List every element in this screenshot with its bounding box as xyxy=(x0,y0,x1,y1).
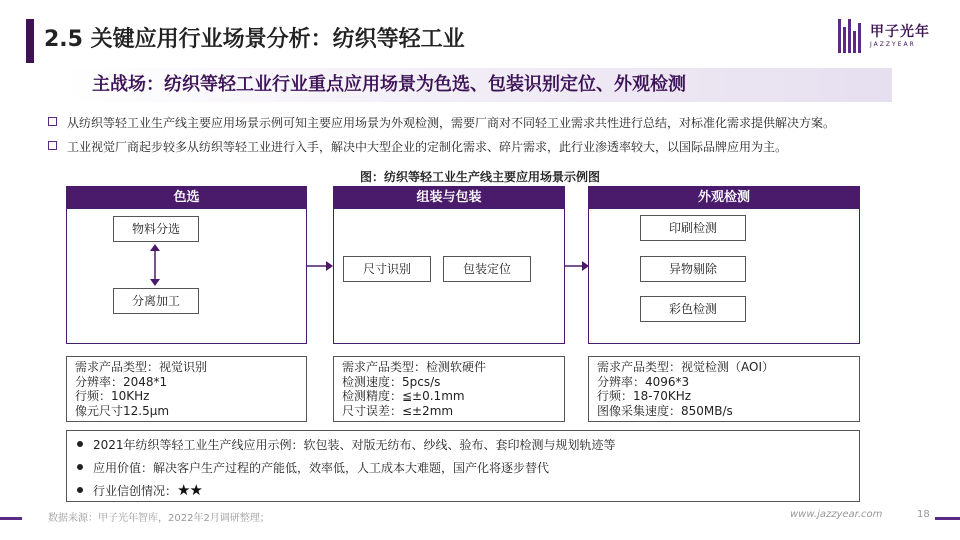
info-line: 需求产品类型：视觉识别 xyxy=(75,360,208,374)
footer-accent-left xyxy=(0,517,22,520)
title-accent-bar xyxy=(26,19,34,63)
summary-item xyxy=(77,482,202,499)
info-line: 尺寸误差：≤±2mm xyxy=(342,403,454,418)
panel-title: 组装与包装 xyxy=(334,187,564,209)
info-line: 需求产品类型：视觉检测（AOI） xyxy=(597,360,774,374)
summary-box xyxy=(66,430,860,502)
page-title: 2.5 关键应用行业场景分析：纺织等轻工业 xyxy=(44,27,465,52)
requirement-info-box xyxy=(66,356,307,422)
panel-color-sorting xyxy=(66,186,307,344)
info-line: 行频：18-70KHz xyxy=(597,389,692,403)
bullet-dot-icon xyxy=(77,441,83,447)
bullet-point xyxy=(48,139,787,155)
info-line: 图像采集速度：850MB/s xyxy=(597,403,733,418)
logo-subtext: JAZZYEAR xyxy=(870,41,916,48)
double-arrow-icon xyxy=(148,244,162,286)
scenario-item: 异物剔除 xyxy=(640,256,746,282)
info-line: 行频：10KHz xyxy=(75,389,150,403)
scenario-item: 分离加工 xyxy=(113,288,199,314)
summary-item xyxy=(77,460,549,476)
website-link[interactable]: www.jazzyear.com xyxy=(790,509,883,520)
bullet-dot-icon xyxy=(77,464,83,470)
logo-mark-icon xyxy=(838,19,864,53)
square-bullet-icon xyxy=(48,117,57,126)
data-source: 数据来源：甲子光年智库，2022年2月调研整理； xyxy=(48,513,270,524)
logo-text: 甲子光年 xyxy=(870,24,930,40)
right-arrow-icon xyxy=(307,260,333,272)
right-arrow-icon xyxy=(565,260,589,272)
page-number: 18 xyxy=(917,509,930,520)
summary-item xyxy=(77,437,616,453)
info-line: 分辨率：4096*3 xyxy=(597,374,690,389)
bullet-text: 工业视觉厂商起步较多从纺织等轻工业进行入手，解决中大型企业的定制化需求、碎片需求，此行业渗透率较大，以国际品牌应用为主。 xyxy=(67,140,788,154)
star-rating-icon: ★★ xyxy=(177,481,202,499)
panel-title: 色选 xyxy=(67,187,306,209)
square-bullet-icon xyxy=(48,141,57,150)
summary-text: 2021年纺织等轻工业生产线应用示例：软包装、对版无纺布、纱线、验布、套印检测与规划轨迹等 xyxy=(93,438,616,452)
bullet-point xyxy=(48,115,835,131)
info-line: 检测速度：5pcs/s xyxy=(342,374,441,389)
panel-title: 外观检测 xyxy=(589,187,859,209)
info-line: 检测精度：≦±0.1mm xyxy=(342,389,465,403)
brand-logo xyxy=(838,19,946,53)
bullet-dot-icon xyxy=(77,487,83,493)
scenario-item: 尺寸识别 xyxy=(343,256,431,282)
requirement-info-box xyxy=(333,356,565,422)
subtitle: 主战场：纺织等轻工业行业重点应用场景为色选、包装识别定位、外观检测 xyxy=(92,74,686,95)
info-line: 需求产品类型：检测软硬件 xyxy=(342,360,487,374)
scenario-item: 印刷检测 xyxy=(640,215,746,241)
footer-accent-right xyxy=(935,517,960,520)
figure-caption: 图：纺织等轻工业生产线主要应用场景示例图 xyxy=(359,170,600,184)
scenario-item: 彩色检测 xyxy=(640,296,746,322)
summary-text: 行业信创情况： xyxy=(93,484,178,498)
bullet-text: 从纺织等轻工业生产线主要应用场景示例可知主要应用场景为外观检测，需要厂商对不同轻工业需求共性进行总结，对标准化需求提供解决方案。 xyxy=(67,116,836,130)
scenario-item: 包装定位 xyxy=(443,256,531,282)
scenario-item: 物料分选 xyxy=(113,216,199,242)
summary-text: 应用价值：解决客户生产过程的产能低，效率低，人工成本大难题，国产化将逐步替代 xyxy=(93,461,550,475)
info-line: 像元尺寸12.5μm xyxy=(75,403,170,418)
requirement-info-box xyxy=(588,356,860,422)
info-line: 分辨率：2048*1 xyxy=(75,374,168,389)
